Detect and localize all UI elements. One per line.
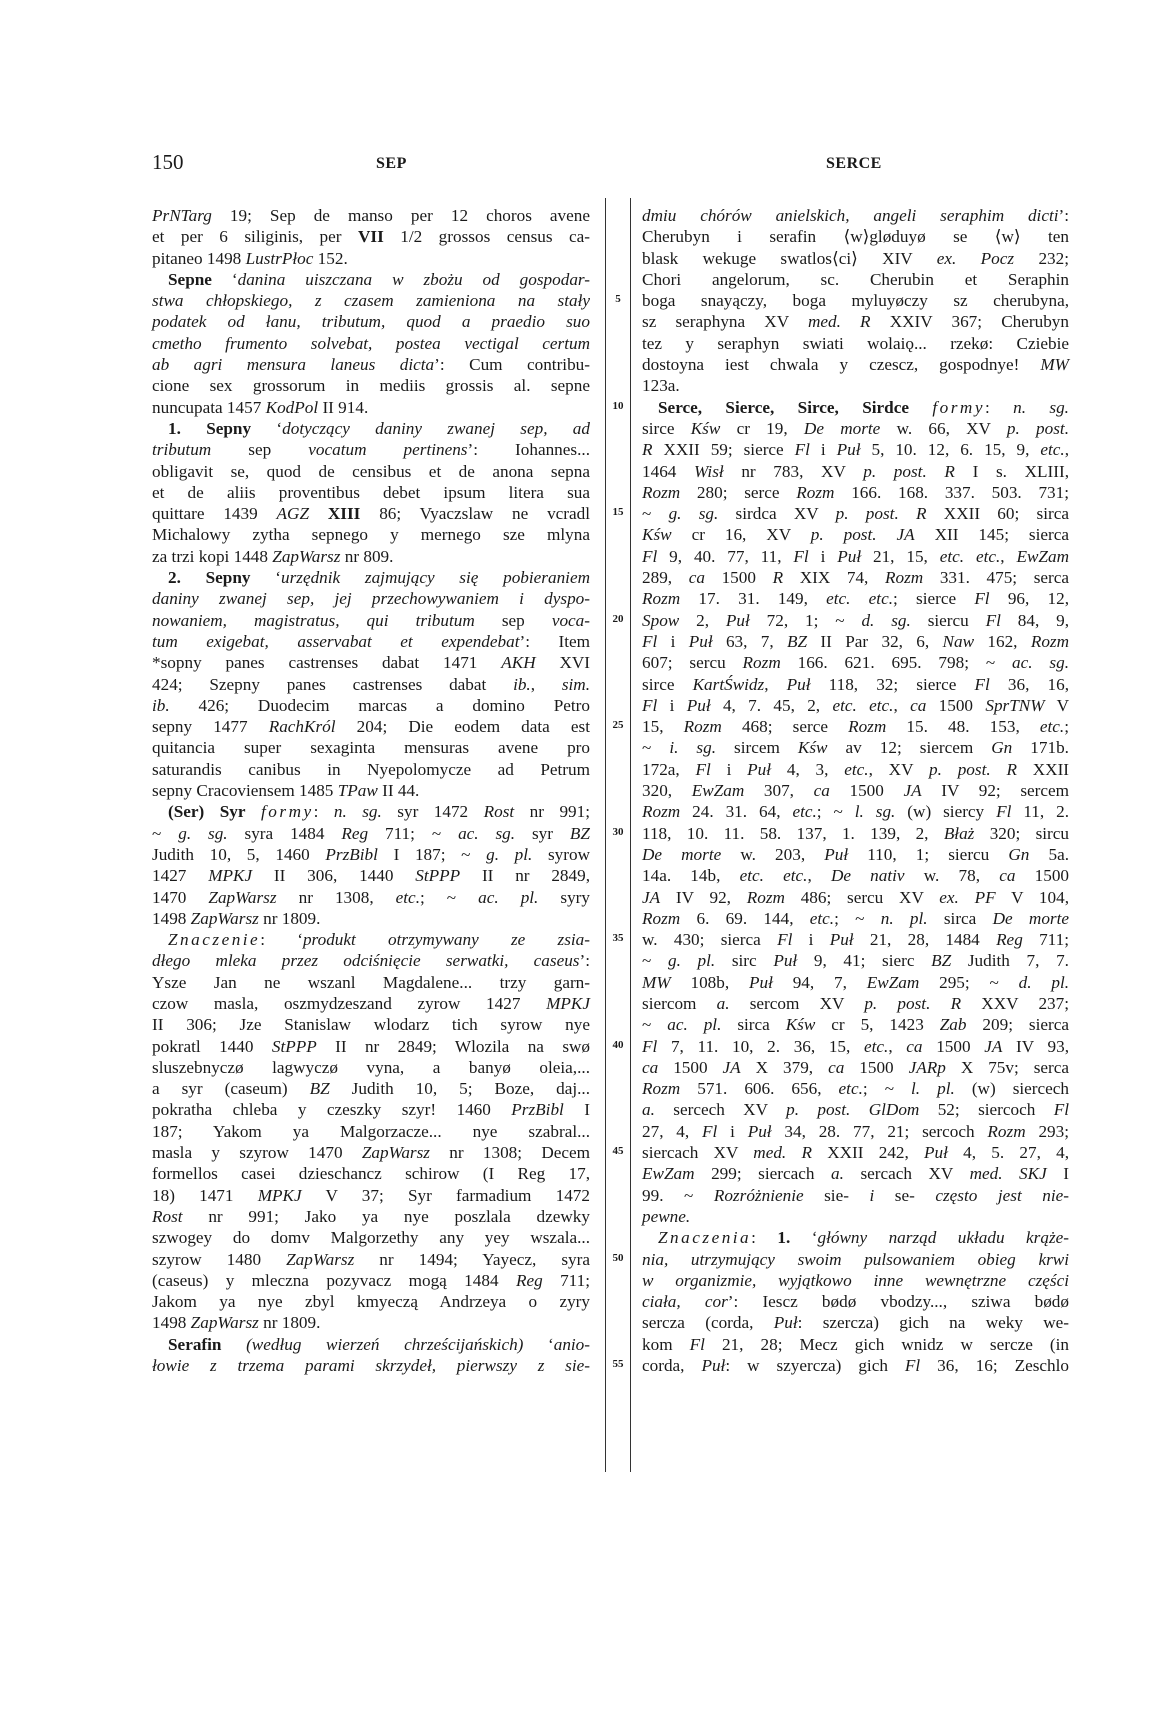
text-line: Znaczenia: 1. ‘główny narząd układu krąże-	[658, 1228, 1069, 1248]
text-line: (Ser) Syr formy: n. sg. syr 1472 Rost nr 991;	[168, 802, 591, 822]
text-line: szwogey do domv Malgorzethy any yey wszala...	[152, 1228, 590, 1248]
text-line: sepny Cracoviensem 1485 TPaw II 44.	[152, 781, 420, 801]
text-line: 15, Rozm 468; serce Rozm 15. 48. 153, etc.;	[642, 717, 1070, 737]
text-line: siercach XV med. R XXII 242, Puł 4, 5. 27, 4,	[642, 1143, 1070, 1163]
text-line: cmetho frumento solvebat, postea vectigal certum	[152, 333, 590, 353]
text-line: Michalowy zytha sepnego y mernego sze mlyna	[152, 525, 590, 545]
text-line: Fl 7, 11. 10, 2. 36, 15, etc., ca 1500 JA IV 93,	[642, 1036, 1070, 1056]
text-line: obligavit se, quod de censibus et de anona sepna	[152, 461, 590, 481]
text-line: EwZam 299; siercach a. sercach XV med. SKJ I	[642, 1164, 1069, 1184]
text-line: 118, 10. 11. 58. 137, 1. 139, 2, Błaż 320; sircu	[642, 823, 1069, 843]
text-line: sirce KartŚwidz, Puł 118, 32; sierce Fl 36, 16,	[642, 674, 1069, 694]
text-line: pokratl 1440 StPPP II nr 2849; Wlozila na swø	[152, 1036, 591, 1056]
text-line: (caseus) y mleczna pozyvacz mogą 1484 Reg 711;	[152, 1270, 590, 1290]
text-line: boga snayączy, boga myluyøczy sz cherubyna,	[642, 291, 1069, 311]
text-line: sepny 1477 RachKról 204; Die eodem data est	[152, 717, 590, 737]
text-line: czow masla, oszmydzeszand zyrow 1427 MPKJ	[152, 993, 590, 1013]
text-line: 320, EwZam 307, ca 1500 JA IV 92; sercem	[642, 781, 1070, 801]
text-line: Spow 2, Puł 72, 1; ~ d. sg. siercu Fl 84, 9,	[642, 610, 1070, 630]
text-line: Chori angelorum, sc. Cherubin et Seraphin	[642, 269, 1069, 289]
text-line: kom Fl 21, 28; Mecz gich wnidz w sercze (in	[642, 1334, 1069, 1354]
text-line: a. sercech XV p. post. GlDom 52; siercoch Fl	[642, 1100, 1069, 1120]
text-line: Kśw cr 16, XV p. post. JA XII 145; sierca	[642, 525, 1070, 545]
text-line: dmiu chórów anielskich, angeli seraphim dicti’:	[642, 206, 1069, 225]
text-line: ca 1500 JA X 379, ca 1500 JARp X 75v; serca	[642, 1057, 1070, 1077]
text-line: ib. 426; Duodecim marcas a domino Petro	[152, 695, 590, 715]
text-line: 14a. 14b, etc. etc., De nativ w. 78, ca 1500	[642, 866, 1070, 886]
line-number: 10	[612, 399, 624, 412]
text-line: Znaczenie: ‘produkt otrzymywany ze zsia-	[168, 930, 591, 950]
running-head-right: SERCE	[826, 155, 882, 172]
left-column	[152, 205, 590, 1376]
text-line: Fl 9, 40. 77, 11, Fl i Puł 21, 15, etc. etc., EwZam	[642, 546, 1069, 566]
text-line: Serce, Sierce, Sirce, Sirdce formy: n. sg.	[658, 397, 1069, 417]
text-line: De morte w. 203, Puł 110, 1; siercu Gn 5a.	[642, 844, 1070, 864]
text-line: quittare 1439 AGZ XIII 86; Vyaczslaw ne vcradl	[152, 504, 591, 524]
text-line: Serafin (według wierzeń chrześcijańskich) ‘anio-	[168, 1334, 590, 1354]
text-line: corda, Puł: w szyercza) gich Fl 36, 16; Zeschlo	[642, 1356, 1070, 1376]
text-line: sz seraphyna XV med. R XXIV 367; Cherubyn	[642, 312, 1069, 332]
text-line: 123a.	[642, 376, 680, 396]
text-line: Rozm 571. 606. 656, etc.; ~ l. pl. (w) siercech	[642, 1079, 1070, 1099]
text-line: ~ ac. pl. sirca Kśw cr 5, 1423 Zab 209; sierca	[642, 1015, 1069, 1035]
text-line: tez y seraphyn swiati wolaiǫ... rzekø: Cziebie	[642, 333, 1069, 353]
text-line: Ysze Jan ne wszanl Magdalene... trzy garn-	[152, 972, 590, 992]
text-line: dłego mleka przez odciśnięcie serwatki, caseus’:	[152, 951, 590, 971]
text-line: nuncupata 1457 KodPol II 914.	[152, 397, 369, 417]
text-line: Rozm 6. 69. 144, etc.; ~ n. pl. sirca De morte	[642, 908, 1070, 928]
text-line: R XXII 59; sierce Fl i Puł 5, 10. 12, 6. 15, 9, etc.,	[642, 440, 1070, 460]
running-head-left: SEP	[376, 155, 407, 172]
text-line: 607; sercu Rozm 166. 621. 695. 798; ~ ac. sg.	[642, 653, 1069, 673]
text-line: nowaniem, magistratus, qui tributum sep voca-	[152, 610, 590, 630]
text-line: ciała, cor’: Iescz bødø vbodzy..., sziwa bødø	[642, 1292, 1069, 1312]
text-line: 1498 ZapWarsz nr 1809.	[152, 1313, 321, 1333]
text-line: dostoyna iest chwala y czescz, gospodnye! MW	[642, 355, 1069, 375]
text-line: sluszebnyczø lagwyczø vyna, a banyø oleia,...	[152, 1057, 590, 1077]
text-line: podatek od łanu, tributum, quod a praedio suo	[152, 312, 590, 332]
text-line: Judith 10, 5, 1460 PrzBibl I 187; ~ g. pl. syrow	[152, 844, 590, 864]
text-line: 1427 MPKJ II 306, 1440 StPPP II nr 2849,	[152, 866, 591, 886]
text-line: Rozm 17. 31. 149, etc. etc.; sierce Fl 96, 12,	[642, 589, 1069, 609]
text-line: pitaneo 1498 LustrPłoc 152.	[152, 248, 348, 268]
line-number: 50	[612, 1251, 624, 1264]
text-line: łowie z trzema parami skrzydeł, pierwszy z sie-	[152, 1356, 590, 1376]
text-line: 99. ~ Rozróżnienie sie- i se- często jest nie-	[642, 1185, 1069, 1205]
text-line: Rost nr 991; Jako ya nye poszlala dzewky	[152, 1206, 590, 1226]
text-line: pewne.	[642, 1206, 691, 1226]
text-line: w. 430; sierca Fl i Puł 21, 28, 1484 Reg 711;	[642, 930, 1069, 950]
text-line: 424; Szepny panes castrenses dabat ib., sim.	[152, 674, 590, 694]
text-line: szyrow 1480 ZapWarsz nr 1494; Yayecz, syra	[152, 1249, 590, 1269]
text-line: MW 108b, Puł 94, 7, EwZam 295; ~ d. pl.	[642, 972, 1070, 992]
text-line: Jakom ya nye zbyl kmyeczą Andrzeya o zyry	[152, 1292, 590, 1312]
text-line: za trzi kopi 1448 ZapWarsz nr 809.	[152, 546, 394, 566]
text-line: a syr (caseum) BZ Judith 10, 5; Boze, daj...	[152, 1079, 591, 1099]
line-number: 25	[612, 719, 624, 732]
line-number: 5	[615, 293, 621, 306]
text-line: 289, ca 1500 R XIX 74, Rozm 331. 475; serca	[642, 568, 1069, 588]
page-number: 150	[152, 150, 184, 174]
text-line: 1498 ZapWarsz nr 1809.	[152, 908, 321, 928]
text-line: quitancia super sexaginta mensuras avene pro	[152, 738, 590, 758]
line-number: 15	[612, 506, 624, 519]
text-line: Cherubyn i serafin ⟨w⟩gløduyø se ⟨w⟩ ten	[642, 227, 1069, 247]
text-line: ~ i. sg. sircem Kśw av 12; siercem Gn 171b.	[642, 738, 1069, 758]
text-line: ~ g. pl. sirc Puł 9, 41; sierc BZ Judith 7, 7.	[642, 951, 1069, 971]
text-line: JA IV 92, Rozm 486; sercu XV ex. PF V 104,	[642, 887, 1070, 907]
text-line: II 306; Jze Stanislaw wlodarz tich syrow nye	[152, 1015, 590, 1035]
text-line: 187; Yakom ya Malgorzacze... nye szabral...	[152, 1121, 590, 1141]
text-line: tributum sep vocatum pertinens’: Iohannes...	[152, 440, 590, 460]
text-line: 1. Sepny ‘dotyczący daniny zwanej sep, ad	[168, 418, 590, 438]
text-line: Sepne ‘danina uiszczana w zbożu od gospodar-	[168, 269, 591, 289]
text-line: formellos casei dzieschancz schirow (I Reg 17,	[152, 1164, 590, 1184]
text-line: siercom a. sercom XV p. post. R XXV 237;	[642, 993, 1070, 1013]
text-line: nia, utrzymujący swoim pulsowaniem obieg krwi	[642, 1249, 1069, 1269]
text-line: Rozm 280; serce Rozm 166. 168. 337. 503. 731;	[642, 482, 1069, 502]
line-number: 30	[612, 825, 624, 838]
text-line: Fl i Puł 4, 7. 45, 2, etc. etc., ca 1500 SprTNW V	[642, 695, 1070, 715]
text-line: ~ g. sg. syra 1484 Reg 711; ~ ac. sg. syr BZ	[152, 823, 590, 843]
line-number: 40	[612, 1038, 624, 1051]
text-line: sercza (corda, Puł: szercza) gich na weky we-	[642, 1313, 1069, 1333]
text-line: tum exigebat, asservabat et expendebat’: Item	[152, 631, 590, 651]
text-line: saturandis canibus in Nyepolomycze ad Petrum	[152, 759, 590, 779]
text-line: Rozm 24. 31. 64, etc.; ~ l. sg. (w) siercy Fl 11, 2.	[642, 802, 1069, 822]
text-line: cione sex grossorum in mediis grossis al. sepne	[152, 376, 590, 396]
text-line: Fl i Puł 63, 7, BZ II Par 32, 6, Naw 162, Rozm	[642, 631, 1070, 651]
text-line: ab agri mensura laneus dicta’: Cum contribu-	[152, 355, 590, 375]
right-column	[642, 205, 1069, 1376]
line-number: 55	[612, 1358, 624, 1371]
column-divider-right	[630, 198, 631, 1472]
line-number: 45	[612, 1145, 624, 1158]
text-line: daniny zwanej sep, jej przechowywaniem i dyspo-	[152, 589, 590, 609]
text-line: et per 6 siliginis, per VII 1/2 grossos census ca-	[152, 227, 590, 247]
text-line: *sopny panes castrenses dabat 1471 AKH XVI	[152, 653, 590, 673]
text-line: pokratha chleba y czeszky szyr! 1460 PrzBibl I	[152, 1100, 590, 1120]
text-line: 1470 ZapWarsz nr 1308, etc.; ~ ac. pl. syry	[152, 887, 590, 907]
text-line: blask wekuge swatlos⟨ci⟩ XIV ex. Pocz 232;	[642, 248, 1069, 268]
line-number: 35	[612, 932, 624, 945]
text-line: 18) 1471 MPKJ V 37; Syr farmadium 1472	[152, 1185, 590, 1205]
text-line: ~ g. sg. sirdca XV p. post. R XXII 60; sirca	[642, 504, 1069, 524]
text-line: stwa chłopskiego, z czasem zamieniona na stały	[152, 291, 590, 311]
text-line: PrNTarg 19; Sep de manso per 12 choros avene	[152, 206, 590, 225]
line-number: 20	[612, 612, 624, 625]
text-line: 1464 Wisł nr 783, XV p. post. R I s. XLIII,	[642, 461, 1070, 481]
text-line: 2. Sepny ‘urzędnik zajmujący się pobieraniem	[168, 568, 590, 588]
text-line: masla y szyrow 1470 ZapWarsz nr 1308; Decem	[152, 1143, 590, 1163]
text-line: sirce Kśw cr 19, De morte w. 66, XV p. post.	[642, 418, 1069, 438]
text-line: 172a, Fl i Puł 4, 3, etc., XV p. post. R XXII	[642, 759, 1070, 779]
text-line: 27, 4, Fl i Puł 34, 28. 77, 21; sercoch Rozm 293;	[642, 1121, 1070, 1141]
text-line: et de aliis proventibus debet ipsum litera sua	[152, 482, 590, 502]
text-line: w organizmie, wyjątkowo inne wewnętrzne części	[642, 1270, 1069, 1290]
